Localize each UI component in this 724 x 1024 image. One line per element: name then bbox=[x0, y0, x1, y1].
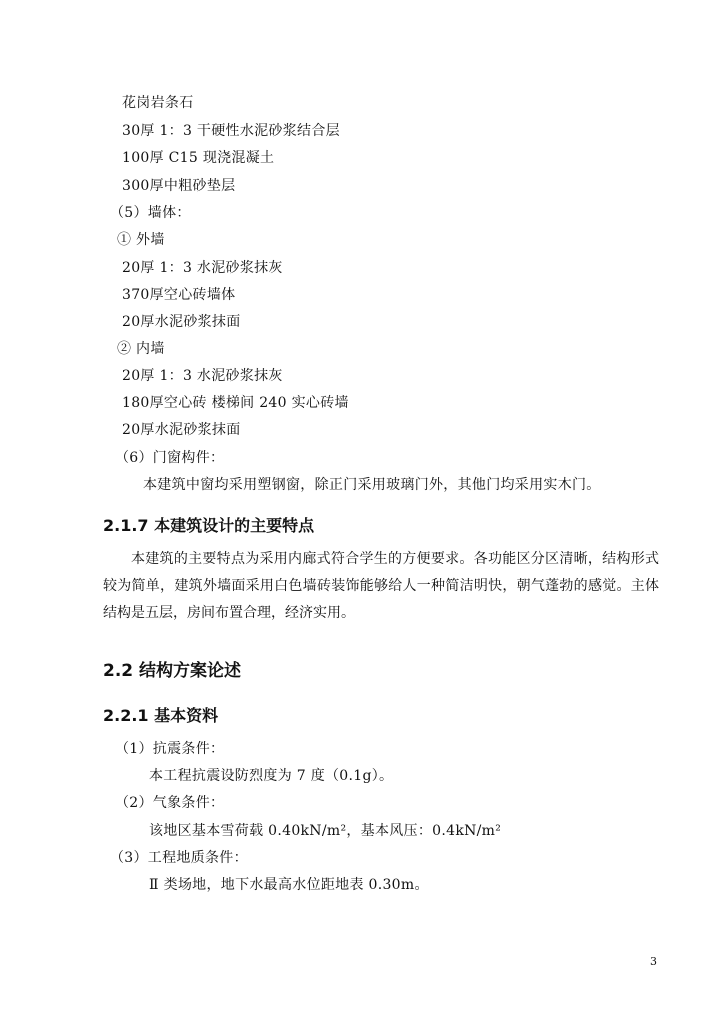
text-line: 30厚 1：3 干硬性水泥砂浆结合层 bbox=[122, 123, 340, 139]
text-line: 本建筑中窗均采用塑钢窗，除正门采用玻璃门外，其他门均采用实木门。 bbox=[143, 477, 601, 493]
text-line: ② 内墙 bbox=[117, 341, 165, 357]
text-line: ① 外墙 bbox=[117, 232, 165, 248]
text-line: 20厚水泥砂浆抹面 bbox=[122, 422, 241, 438]
section-heading: 2.2 结构方案论述 bbox=[103, 661, 242, 681]
text-line: 370厚空心砖墙体 bbox=[122, 287, 236, 303]
text-line: 本工程抗震设防烈度为 7 度（0.1g）。 bbox=[149, 768, 394, 784]
text-line: 花岗岩条石 bbox=[122, 95, 194, 111]
text-line: 20厚水泥砂浆抹面 bbox=[122, 314, 241, 330]
text-line: 180厚空心砖 楼梯间 240 实心砖墙 bbox=[122, 395, 349, 411]
section-paragraph: 本建筑的主要特点为采用内廊式符合学生的方便要求。各功能区分区清晰，结构形式较为简单，建筑外墙面采用白色墙砖装饰能够给人一种简洁明快，朝气蓬勃的感觉。主体结构是五层，房间布置合理，经济实用。 bbox=[103, 551, 659, 621]
text-line: （3）工程地质条件： bbox=[110, 850, 248, 866]
text-line: （1）抗震条件： bbox=[115, 741, 225, 757]
text-line: （2）气象条件： bbox=[115, 795, 225, 811]
text-line: 300厚中粗砂垫层 bbox=[122, 178, 236, 194]
text-line: 该地区基本雪荷载 0.40kN/m²，基本风压：0.4kN/m² bbox=[149, 823, 502, 839]
text-line: （6）门窗构件： bbox=[115, 450, 225, 466]
page-number: 3 bbox=[650, 955, 657, 968]
section-heading: 2.1.7 本建筑设计的主要特点 bbox=[103, 516, 315, 535]
section-heading: 2.2.1 基本资料 bbox=[103, 706, 219, 725]
text-line: 100厚 C15 现浇混凝土 bbox=[122, 150, 275, 166]
text-line: 20厚 1：3 水泥砂浆抹灰 bbox=[122, 368, 283, 384]
text-line: 20厚 1：3 水泥砂浆抹灰 bbox=[122, 260, 283, 276]
text-line: （5）墙体： bbox=[110, 205, 191, 221]
text-line: Ⅱ 类场地，地下水最高水位距地表 0.30m。 bbox=[149, 877, 429, 893]
